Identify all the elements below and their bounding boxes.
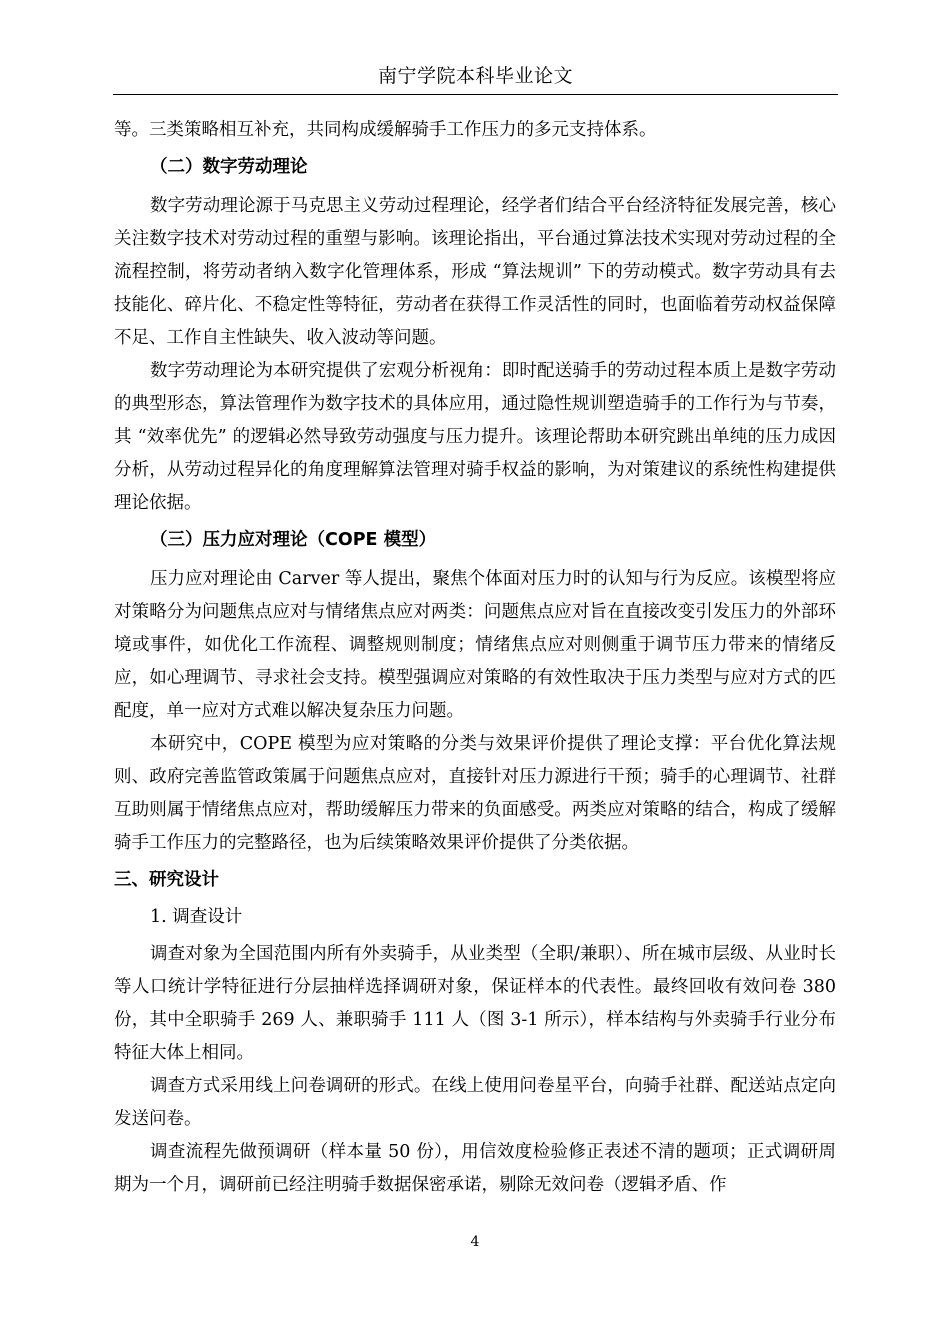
paragraph-survey-subjects: 调查对象为全国范围内所有外卖骑手，从业类型（全职/兼职）、所在城市层级、从业时长等人口统计学特征进行分层抽样选择调研对象，保证样本的代表性。最终回收有效问卷 380 份，其中全职骑手 269 人、兼职骑手 111 人（图 3-1 所示），样本结构与外卖骑手行业分布特征大体上相同。: [114, 944, 836, 1063]
section-heading-digital-labor: （二）数字劳动理论: [150, 157, 308, 177]
paragraph-survey-process: 调查流程先做预调研（样本量 50 份），用信效度检验修正表述不清的题项；正式调研周期为一个月，调研前已经注明骑手数据保密承诺，剔除无效问卷（逻辑矛盾、作: [114, 1142, 836, 1195]
chapter-heading-research-design: 三、研究设计: [114, 870, 219, 890]
paragraph-digital-labor-application: 数字劳动理论为本研究提供了宏观分析视角：即时配送骑手的劳动过程本质上是数字劳动的典型形态，算法管理作为数字技术的具体应用，通过隐性规训塑造骑手的工作行为与节奏，其 “效率优先” 的逻辑必然导致劳动强度与压力提升。该理论帮助本研究跳出单纯的压力成因分析，从劳动过程异化的角度理解算法管理对骑手权益的影响，为对策建议的系统性构建提供理论依据。: [114, 361, 836, 513]
subsection-heading-survey-design: 1. 调查设计: [150, 907, 243, 927]
paragraph-continuation: 等。三类策略相互补充，共同构成缓解骑手工作压力的多元支持体系。: [114, 120, 657, 140]
paragraph-digital-labor-intro: 数字劳动理论源于马克思主义劳动过程理论，经学者们结合平台经济特征发展完善，核心关注数字技术对劳动过程的重塑与影响。该理论指出，平台通过算法技术实现对劳动过程的全流程控制，将劳动者纳入数字化管理体系，形成 “算法规训” 下的劳动模式。数字劳动具有去技能化、碎片化、不稳定性等特征，劳动者在获得工作灵活性的同时，也面临着劳动权益保障不足、工作自主性缺失、收入波动等问题。: [114, 196, 836, 348]
page-header-title: 南宁学院本科毕业论文: [377, 65, 573, 87]
paragraph-survey-method: 调查方式采用线上问卷调研的形式。在线上使用问卷星平台，向骑手社群、配送站点定向发送问卷。: [114, 1076, 836, 1129]
document-body: [114, 114, 836, 1202]
section-heading-cope-model: （三）压力应对理论（COPE 模型）: [150, 530, 437, 550]
header-divider: [113, 94, 838, 95]
page-number: 4: [470, 1234, 480, 1250]
paragraph-cope-application: 本研究中，COPE 模型为应对策略的分类与效果评价提供了理论支撑：平台优化算法规则、政府完善监管政策属于问题焦点应对，直接针对压力源进行干预；骑手的心理调节、社群互助则属于情绪焦点应对，帮助缓解压力带来的负面感受。两类应对策略的结合，构成了缓解骑手工作压力的完整路径，也为后续策略效果评价提供了分类依据。: [114, 734, 836, 853]
paragraph-cope-intro: 压力应对理论由 Carver 等人提出，聚焦个体面对压力时的认知与行为反应。该模型将应对策略分为问题焦点应对与情绪焦点应对两类：问题焦点应对旨在直接改变引发压力的外部环境或事件，如优化工作流程、调整规则制度；情绪焦点应对则侧重于调节压力带来的情绪反应，如心理调节、寻求社会支持。模型强调应对策略的有效性取决于压力类型与应对方式的匹配度，单一应对方式难以解决复杂压力问题。: [114, 569, 836, 721]
